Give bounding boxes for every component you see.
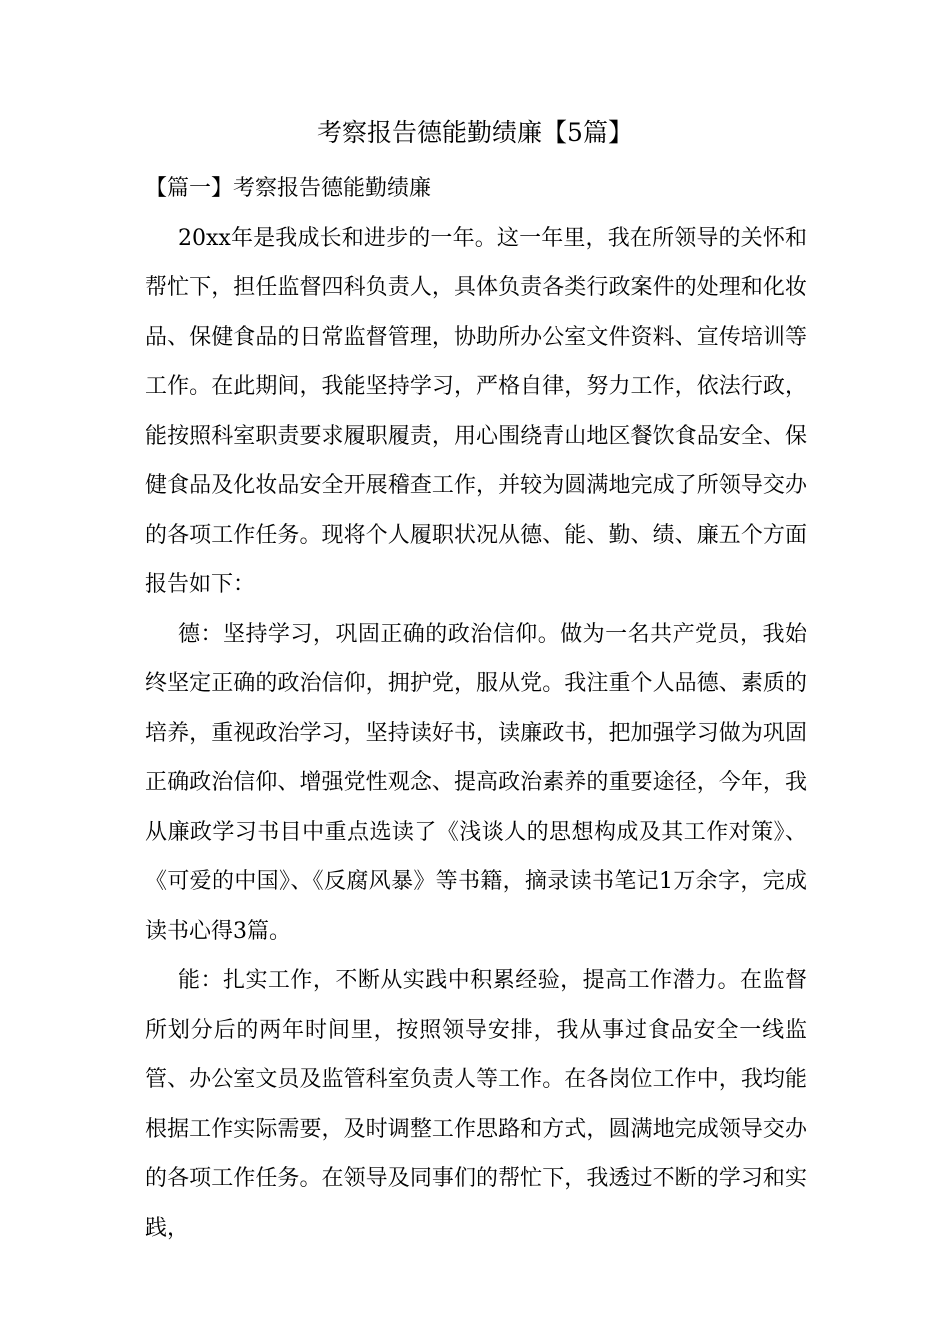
document-body bbox=[145, 164, 807, 1253]
document-title: 考察报告德能勤绩廉【5篇】 bbox=[317, 118, 633, 147]
paragraph-neng: 能：扎实工作，不断从实践中积累经验，提高工作潜力。在监督所划分后的两年时间里，按照领导安排，我从事过食品安全一线监管、办公室文员及监管科室负责人等工作。在各岗位工作中，我均能根据工作实际需要，及时调整工作思路和方式，圆满地完成领导交办的各项工作任务。在领导及同事们的帮忙下，我透过不断的学习和实践， bbox=[145, 968, 807, 1241]
section-heading: 【篇一】考察报告德能勤绩廉 bbox=[145, 176, 432, 201]
paragraph-de: 德：坚持学习，巩固正确的政治信仰。做为一名共产党员，我始终坚定正确的政治信仰，拥护党，服从党。我注重个人品德、素质的培养，重视政治学习，坚持读好书，读廉政书，把加强学习做为巩固正确政治信仰、增强党性观念、提高政治素养的重要途径，今年，我从廉政学习书目中重点选读了《浅谈人的思想构成及其工作对策》、《可爱的中国》、《反腐风暴》等书籍，摘录读书笔记1万余字，完成读书心得3篇。 bbox=[145, 621, 807, 944]
paragraph-intro: 20xx年是我成长和进步的一年。这一年里，我在所领导的关怀和帮忙下，担任监督四科负责人，具体负责各类行政案件的处理和化妆品、保健食品的日常监督管理，协助所办公室文件资料、宣传培训等工作。在此期间，我能坚持学习，严格自律，努力工作，依法行政，能按照科室职责要求履职履责，用心围绕青山地区餐饮食品安全、保健食品及化妆品安全开展稽查工作，并较为圆满地完成了所领导交办的各项工作任务。现将个人履职状况从德、能、勤、绩、廉五个方面报告如下： bbox=[145, 225, 807, 597]
